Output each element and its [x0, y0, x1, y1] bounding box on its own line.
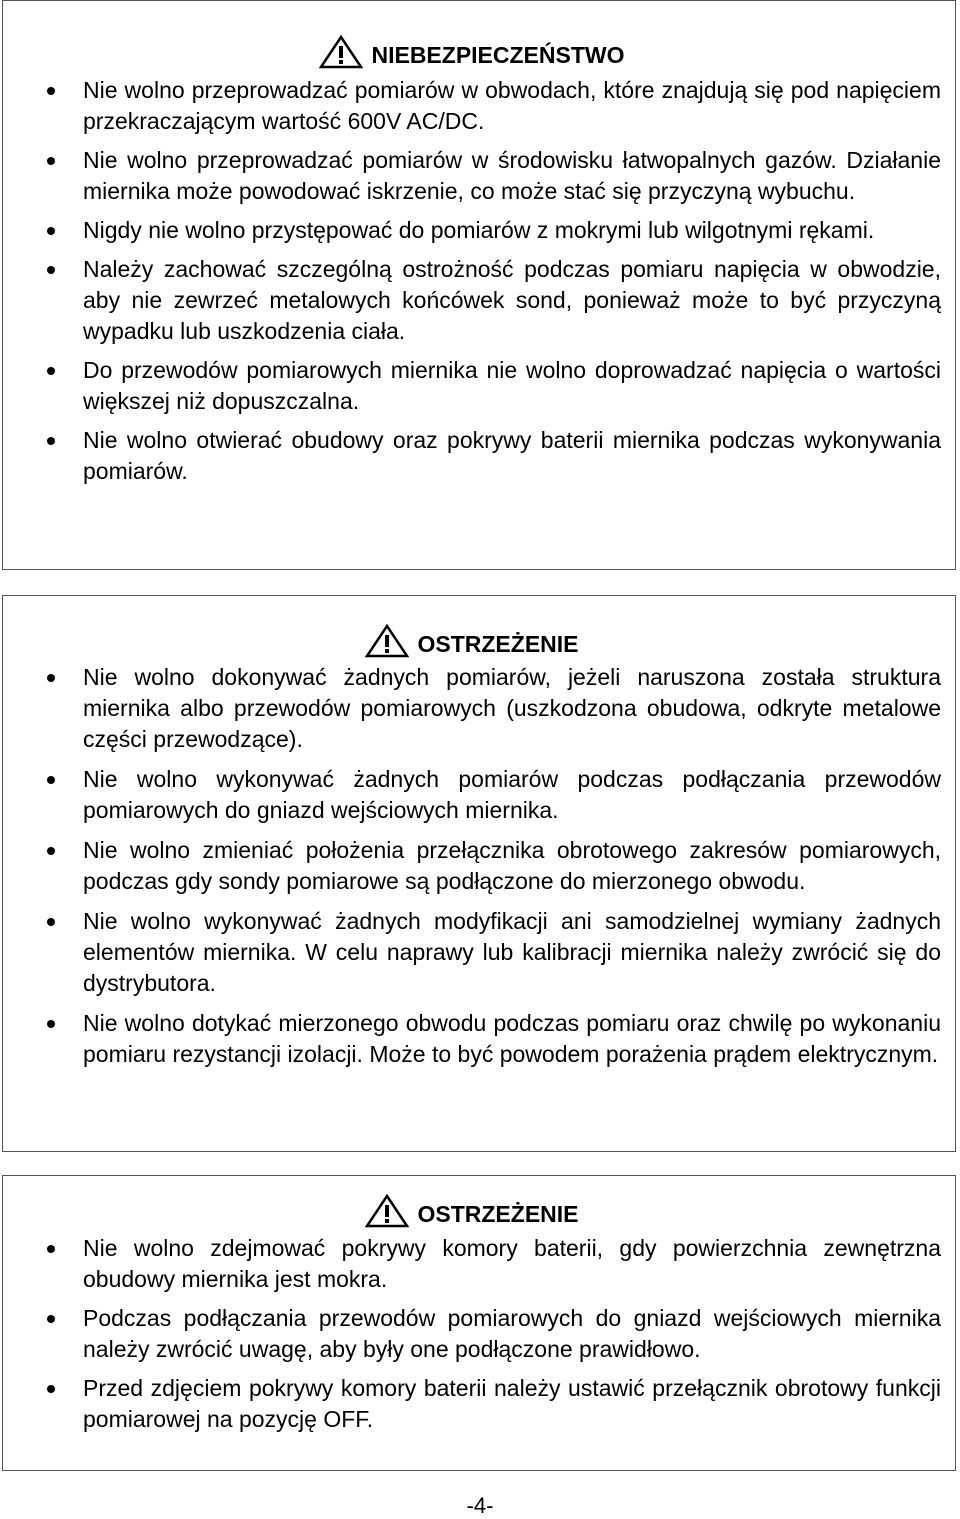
warning-heading-text: OSTRZEŻENIE [417, 1201, 579, 1227]
danger-heading [3, 35, 941, 69]
list-item: Nie wolno wykonywać żadnych pomiarów podczas podłączania przewodów pomiarowych do gniazd wejściowych miernika. [3, 764, 941, 826]
list-item: Nie wolno przeprowadzać pomiarów w środowisku łatwopalnych gazów. Działanie miernika może powodować iskrzenie, co może stać się przyczyną wybuchu. [3, 145, 941, 207]
bullet-icon [47, 674, 55, 682]
list-item: Nie wolno zdejmować pokrywy komory baterii, gdy powierzchnia zewnętrzna obudowy miernika jest mokra. [3, 1233, 941, 1295]
warning-section-2 [2, 1175, 956, 1471]
list-item: Nie wolno otwierać obudowy oraz pokrywy baterii miernika podczas wykonywania pomiarów. [3, 425, 941, 487]
warning-list-2 [3, 1233, 941, 1435]
bullet-icon [47, 1245, 55, 1253]
warning-triangle-icon [319, 35, 363, 69]
warning-list-1 [3, 662, 941, 1070]
bullet-icon [47, 776, 55, 784]
bullet-icon [47, 918, 55, 926]
list-item: Nigdy nie wolno przystępować do pomiarów z mokrymi lub wilgotnymi rękami. [3, 215, 941, 246]
warning-triangle-icon [365, 624, 409, 658]
list-item: Nie wolno dokonywać żadnych pomiarów, jeżeli naruszona została struktura miernika albo przewodów pomiarowych (uszkodzona obudowa, odkryte metalowe części przewodzące). [3, 662, 941, 755]
bullet-icon [47, 1385, 55, 1393]
danger-heading-text: NIEBEZPIECZEŃSTWO [371, 42, 625, 68]
bullet-icon [47, 1020, 55, 1028]
warning-heading [3, 624, 941, 658]
list-item: Nie wolno wykonywać żadnych modyfikacji ani samodzielnej wymiany żadnych elementów miernika. W celu naprawy lub kalibracji miernika należy zwrócić się do dystrybutora. [3, 906, 941, 999]
warning-section-1 [2, 595, 956, 1152]
list-item: Nie wolno przeprowadzać pomiarów w obwodach, które znajdują się pod napięciem przekraczającym wartość 600V AC/DC. [3, 75, 941, 137]
bullet-icon [47, 1315, 55, 1323]
bullet-icon [47, 227, 55, 235]
list-item: Należy zachować szczególną ostrożność podczas pomiaru napięcia w obwodzie, aby nie zewrzeć metalowych końcówek sond, ponieważ może to być przyczyną wypadku lub uszkodzenia ciała. [3, 254, 941, 347]
bullet-icon [47, 157, 55, 165]
bullet-icon [47, 437, 55, 445]
warning-heading-text: OSTRZEŻENIE [417, 631, 579, 657]
danger-list [3, 75, 941, 487]
warning-triangle-icon [365, 1194, 409, 1228]
warning-heading [3, 1194, 941, 1228]
bullet-icon [47, 266, 55, 274]
list-item: Do przewodów pomiarowych miernika nie wolno doprowadzać napięcia o wartości większej niż dopuszczalna. [3, 355, 941, 417]
page-number: -4- [466, 1493, 494, 1518]
bullet-icon [47, 847, 55, 855]
list-item: Podczas podłączania przewodów pomiarowych do gniazd wejściowych miernika należy zwrócić uwagę, aby były one podłączone prawidłowo. [3, 1303, 941, 1365]
bullet-icon [47, 87, 55, 95]
danger-section [2, 0, 956, 570]
list-item: Nie wolno dotykać mierzonego obwodu podczas pomiaru oraz chwilę po wykonaniu pomiaru rezystancji izolacji. Może to być powodem porażenia prądem elektrycznym. [3, 1008, 941, 1070]
list-item: Nie wolno zmieniać położenia przełącznika obrotowego zakresów pomiarowych, podczas gdy sondy pomiarowe są podłączone do mierzonego obwodu. [3, 835, 941, 897]
bullet-icon [47, 367, 55, 375]
list-item: Przed zdjęciem pokrywy komory baterii należy ustawić przełącznik obrotowy funkcji pomiarowej na pozycję OFF. [3, 1373, 941, 1435]
